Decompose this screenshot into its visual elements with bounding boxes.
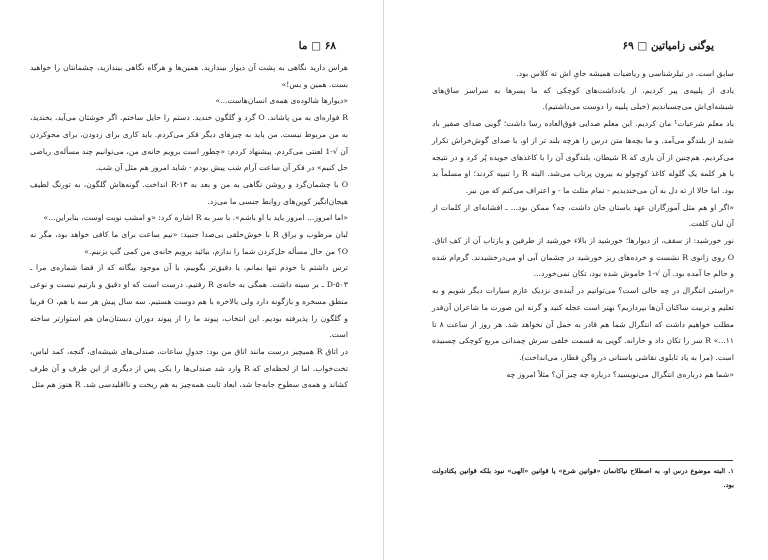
right-page-body — [432, 66, 734, 454]
left-paragraph: R فواره‌ای به من پاشاند. O گرد و گلگون خندید. دستم را حایل ساختم. اگر خوشتان می‌آید، بخندید، به من مربوط نیست. من باید به چیزهای دیگر فکر می‌کردم. باید کاری برای زدودن، برای محوکردن آن √-1 لعنتی می‌کردم. پیشنهاد کردم: «چطور است برویم خانه‌ی من، می‌توانیم چند مسأله‌ی ریاضی حل کنیم» در فکر آن ساعت آرام شب پیش بودم - شاید امروز هم مثل آن شب. — [30, 113, 348, 173]
left-page-header: ۶۸ □ ما — [298, 40, 336, 52]
right-paragraph: نور خورشید: از سقف، از دیوارها؛ خورشید از بالاء خورشید از طرفین و بازتاب آن از کف اتاق. O روی زانوی R نشست و خرده‌های ریز خورشید در چشمان آبی او می‌درخشیدند. گرم‌ام شده و حالم جا آمده بود. آن √-1 خاموش شده بود، تکان نمی‌خورد... — [432, 236, 735, 279]
right-paragraph: «شما هم درباره‌ی انتگرال می‌نویسید؟ درباره چه چیز آن؟ مثلاً امروز چه — [506, 369, 734, 379]
right-page-header: یوگنی زامیاتین □ ۶۹ — [622, 40, 714, 52]
footnote-rule — [599, 460, 733, 461]
left-paragraph: ترس داشتم با خودم تنها بمانم، یا دقیق‌تر بگوییم، با آن موجود بیگانه که از قضا شماره‌ی مرا ـ D-۵۰۳ ـ بر سینه داشت. همگی به خانه‌ی R رفتیم. درست است که او دقیق و بارتیم نیست و نوعی منطق مسخره و بازگونه دارد ولی بالاخره با هم دوست هستیم. سه سال پیش هر سه با هم، O فربیا و گلگون را پذیرفته بودیم. این انتخاب، پیوند ما را از پیوند دوران دبستان‌مان هم استوارتر ساخته است. — [30, 263, 348, 340]
left-paragraph: هراس دارید نگاهی به پشت آن دیوار بیندازید. همین‌ها و هرگاه نگاهی بیندازید، چشمانتان را خواهید بست. همین و بس!» — [30, 63, 348, 89]
right-paragraph: یاد معلم شرعیات¹ مان کردیم. این معلم صدایی فوق‌العاده رسا داشت؛ گویی صدای صفیر باد شدید از بلندگو می‌آمد. و ما بچه‌ها متن درس را هرچه بلند تر از او، با صدای گوش‌خراش تکرار می‌کردیم. هم‌چنین از آن باری که R شیطان، بلندگوی آن را با کاغذهای جویده پُر کرد و در نتیجه با هر کلمه یک گلوله کاغذ کوچولو به بیرون پرتاب می‌شد. البته R را تنبیه کردند؛ او مسلماً بد بود. اما حالا از ته دل به آن می‌خندیدیم - تمام مثلث ما - و اعتراف می‌کنم که من نیز. — [432, 119, 735, 195]
right-paragraph: یادی از پلیپه‌ی پیر کردیم، از یادداشت‌های کوچکی که ما پسرها به سراسر ساق‌های شیشه‌ای‌اش می‌چسباندیم (خیلی پلیپه را دوست می‌داشتیم). — [432, 85, 734, 112]
right-page — [384, 0, 768, 560]
left-paragraph: «اما امروز... امروز باید با او باشم». با سر به R اشاره کرد: «و امشب نوبت اوست، بنابراین...» — [43, 213, 348, 223]
right-paragraph: «اگر او هم مثل آموزگاران عهد باستان جان داشت، چه؟ ممکن بود... ـ افشانه‌ای از کلمات از آن لبان کلفت. — [432, 202, 734, 229]
footnote: ۱. البته موضوع درس او، به اصطلاح نیاکانمان «قوانین شرع» یا قوانین «الهی» نبود بلکه قوانین یکتادولت بود. — [432, 467, 734, 489]
right-paragraph: «راستی انتگرال در چه حالی است؟ می‌توانیم در آینده‌ی نزدیک عازم سیارات دیگر شویم و به تعلیم و تربیت ساکنان آن‌ها بپردازیم؟ بهتر است عجله کنید و گرنه این صورت ما شاعران آن‌قدر مطلب خواهیم داشت که انتگرال شما هم قادر به حمل آن نخواهد شد. هر روز از ساعت ۸ تا ۱۱...» R سر را تکان داد و خارانه. گویی به قسمت خلفی سرش چمدانی مربع کوچکی چسبیده است. (مرا به یاد تابلوی نقاشی باستانی در واگن قطار، می‌انداخت). — [432, 286, 734, 362]
left-paragraph: «دیوارها شالوده‌ی همه‌ی انسان‌هاست...» — [215, 96, 348, 106]
right-paragraph: سابق است. در تیلرشناسی و ریاضیات همیشه جایِ اش ته کلاس بود. — [516, 69, 734, 78]
left-paragraph: O با چشمان‌گرد و روشن نگاهی به من و بعد به R-۱۳ انداخت. گونه‌هاش گلگون، به تورنگ لطیف هیجان‌انگیز کوپن‌های روابط جنسی ما می‌زد. — [30, 179, 349, 206]
left-paragraph: لبان مرطوب و براق R با خوش‌خلقی بی‌صدا جنبید: «نیم ساعت برای ما کافی خواهد بود، مگر نه O؟ من حال مسأله حل‌کردن شما را ندارم، بیائید برویم خانه‌ی من کمی گپ بزنیم.» — [30, 230, 348, 256]
left-page-body — [30, 60, 348, 540]
left-paragraph: در اتاق R همیچیز درست مانند اتاق من بود: جدولِ ساعات، صندلی‌های شیشه‌ای، گنجه، کمد لباس، تخت‌خواب. اما از لحظه‌ای که R وارد شد صندلی‌ها را یکی پس از دیگری از این طرف و آن طرف کشاند و همه‌ی سطوح جابه‌جا شد، ابعاد ثابت همه‌چیز به هم ریخت و نااقلیدسی شد. R هنوز هم مثل — [30, 346, 348, 390]
